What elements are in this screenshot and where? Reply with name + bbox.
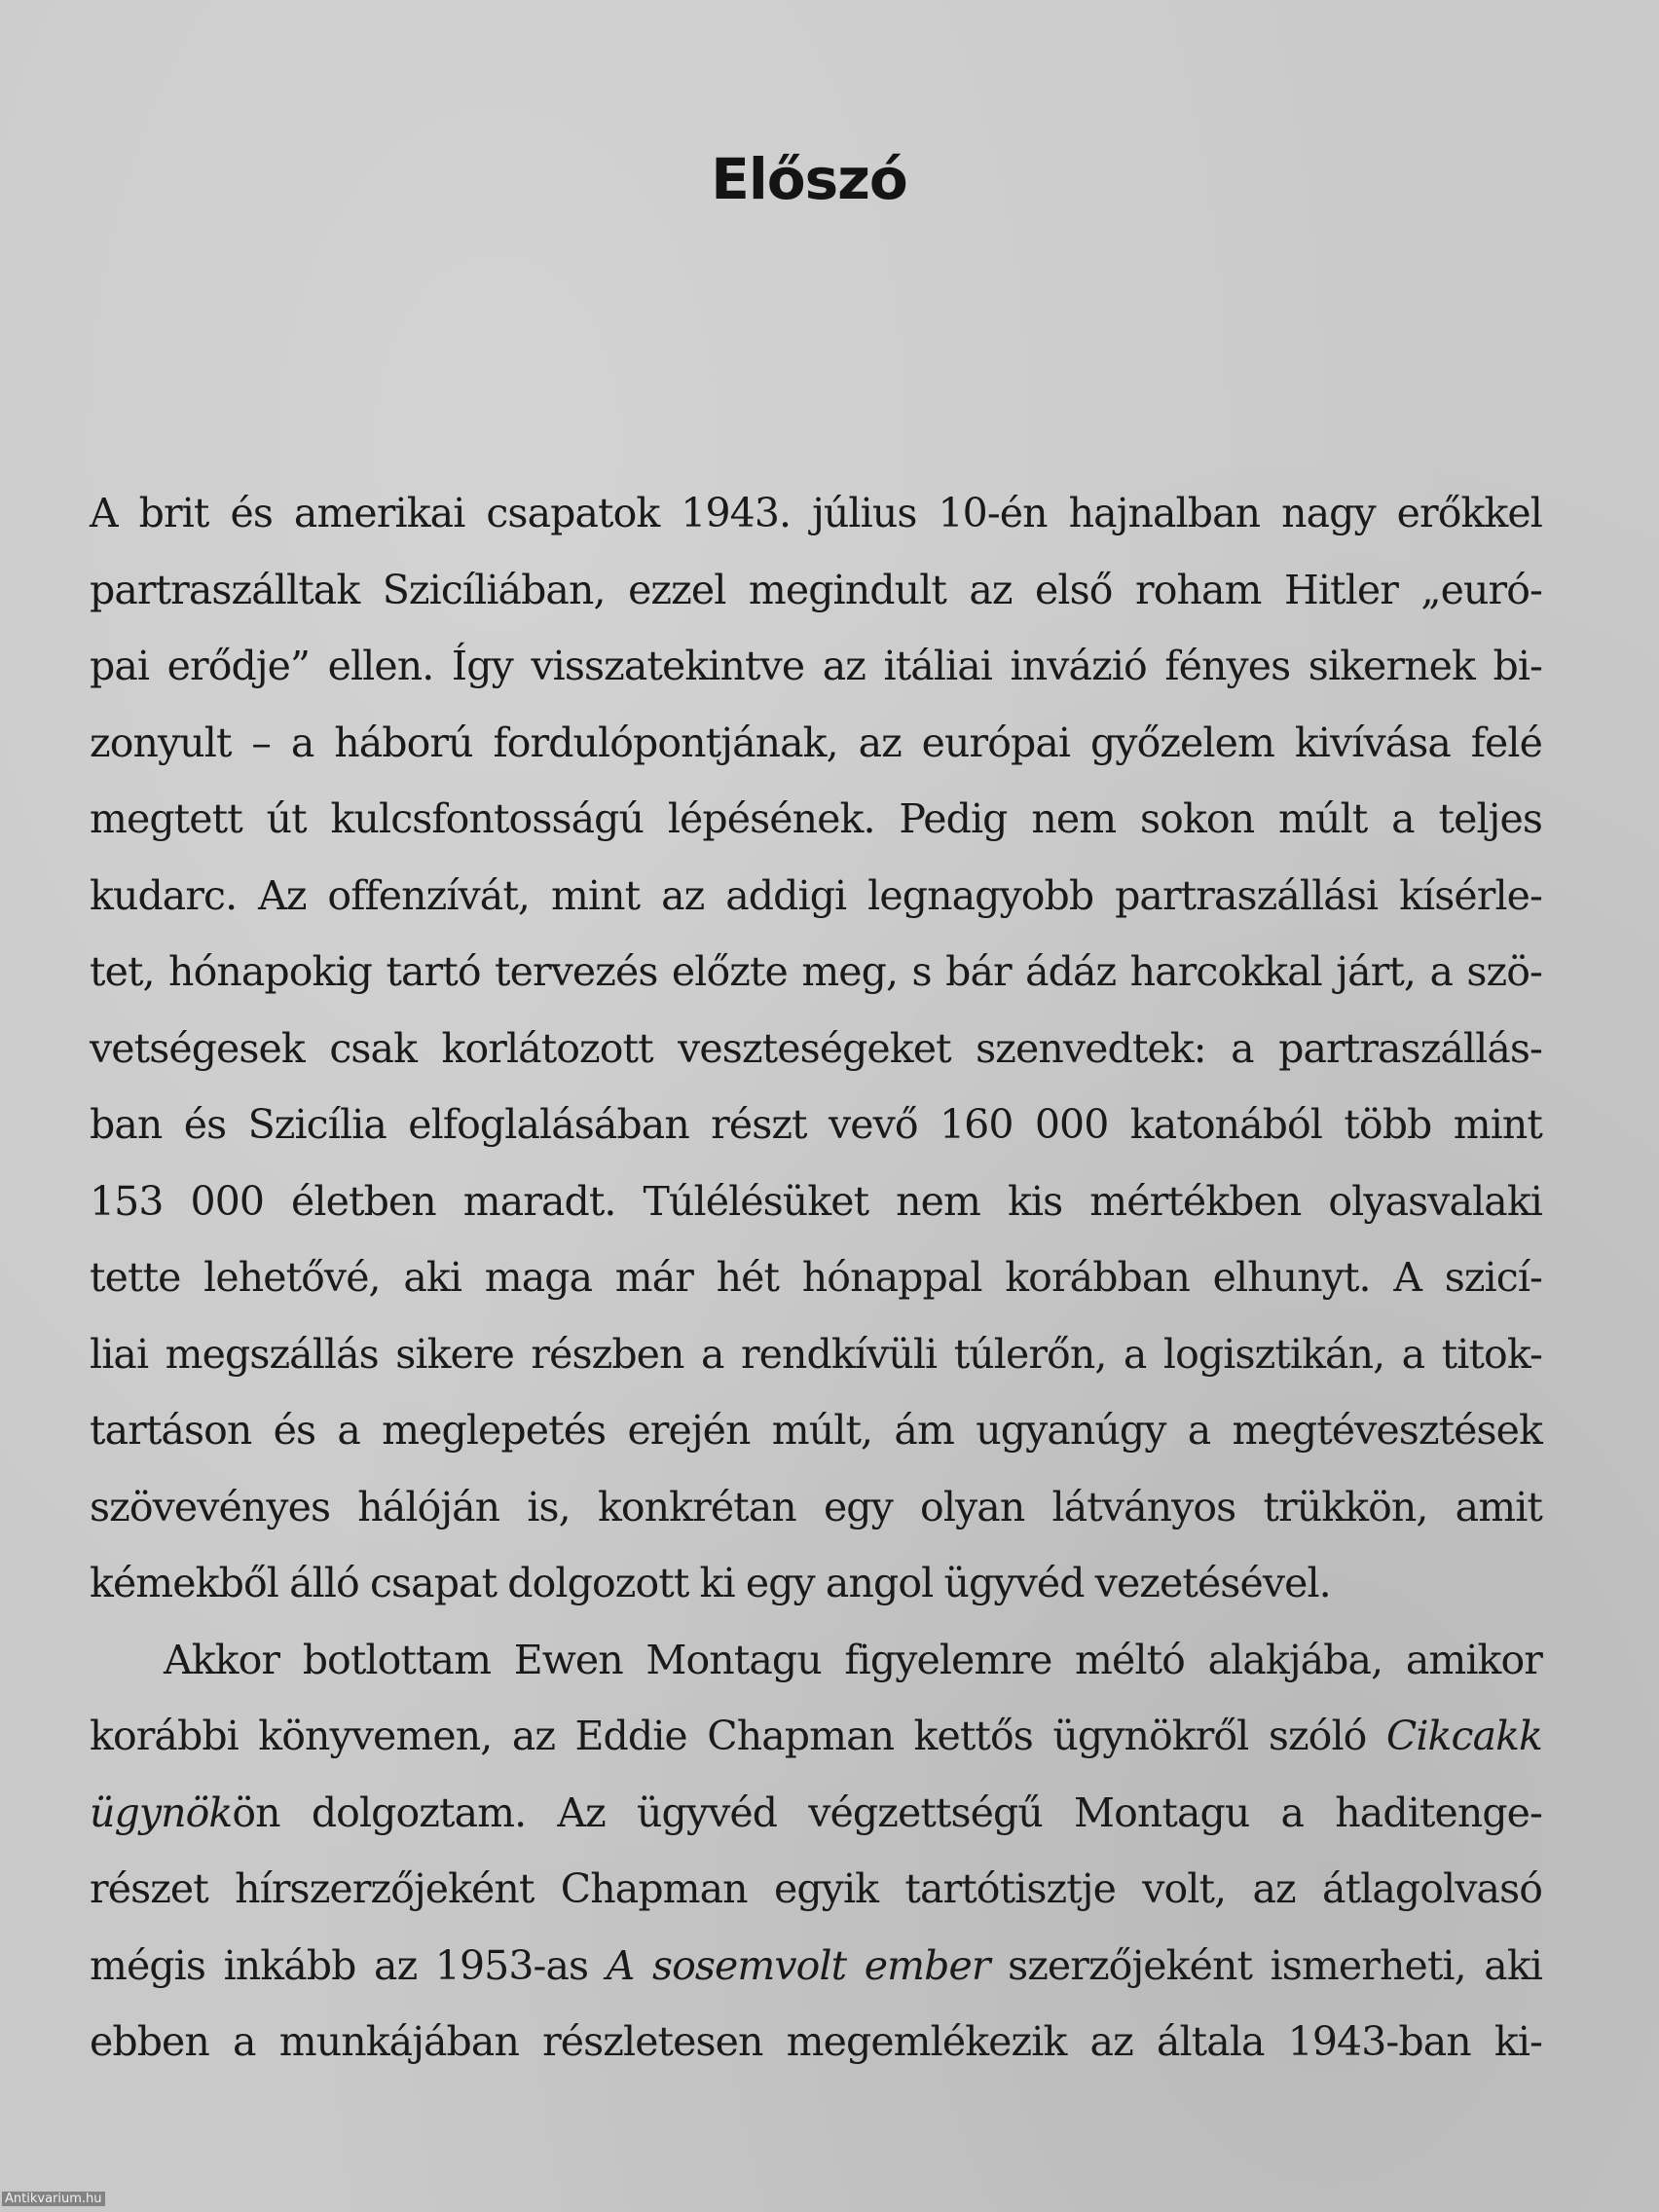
text-line: tet, hónapokig tartó tervezés előzte meg, s bár ádáz harcokkal járt, a szö-	[90, 948, 1542, 995]
text-line: kudarc. Az offenzívát, mint az addigi legnagyobb partraszállási kísérle-	[90, 871, 1542, 919]
paragraph-1	[90, 475, 1542, 1622]
body-text	[90, 475, 1542, 2081]
watermark: Antikvarium.hu	[2, 2192, 105, 2206]
text-line: megtett út kulcsfontosságú lépésének. Pedig nem sokon múlt a teljes	[90, 795, 1542, 842]
text-line: tartáson és a meglepetés erején múlt, ám ugyanúgy a megtévesztések	[90, 1407, 1542, 1454]
text-line: szövevényes hálóján is, konkrétan egy olyan látványos trükkön, amit	[90, 1483, 1542, 1530]
text-segment: szerzőjeként ismerheti, aki	[989, 1941, 1542, 1989]
text-line: 153 000 életben maradt. Túlélésüket nem kis mértékben olyasvalaki	[90, 1177, 1542, 1225]
text-segment: korábbi könyvemen, az Eddie Chapman kettős ügynökről szóló	[90, 1713, 1386, 1759]
text-line: liai megszállás sikere részben a rendkívüli túlerőn, a logisztikán, a titok-	[90, 1330, 1542, 1378]
text-line	[90, 1698, 1542, 1775]
text-line: Akkor botlottam Ewen Montagu figyelemre méltó alakjába, amikor	[164, 1636, 1542, 1683]
text-line	[90, 1928, 1542, 2005]
book-title-italic: A sosemvolt ember	[606, 1941, 990, 1989]
text-line: zonyult – a háború fordulópontjának, az európai győzelem kivívása felé	[90, 719, 1542, 766]
text-line	[90, 1775, 1542, 1852]
text-line: ban és Szicília elfoglalásában részt vevő 160 000 katonából több mint	[90, 1101, 1542, 1148]
paragraph-2	[90, 1622, 1542, 2081]
text-line: tette lehetővé, aki maga már hét hónappal korábban elhunyt. A szicí-	[90, 1254, 1542, 1301]
chapter-title: Előszó	[711, 146, 907, 212]
text-line: pai erődje” ellen. Így visszatekintve az itáliai invázió fényes sikernek bi-	[90, 643, 1542, 689]
book-title-italic: ügynök	[90, 1788, 233, 1836]
text-segment: ön dolgoztam. Az ügyvéd végzettségű Montagu a haditenge-	[232, 1788, 1542, 1836]
book-title-italic: Cikcakk	[1385, 1713, 1542, 1759]
text-line: ebben a munkájában részletesen megemlékezik az általa 1943-ban ki-	[90, 2018, 1542, 2065]
text-line: részet hírszerzőjeként Chapman egyik tartótisztje volt, az átlagolvasó	[90, 1865, 1542, 1912]
text-line: A brit és amerikai csapatok 1943. július 10-én hajnalban nagy erőkkel	[90, 490, 1542, 536]
show-through-text	[68, 19, 1548, 428]
text-line: vetségesek csak korlátozott veszteségeket szenvedtek: a partraszállás-	[90, 1024, 1542, 1072]
text-line: kémekből álló csapat dolgozott ki egy angol ügyvéd vezetésével.	[90, 1560, 1331, 1606]
text-line: partraszálltak Szicíliában, ezzel megindult az első roham Hitler „euró-	[90, 566, 1542, 613]
text-segment: mégis inkább az 1953-as	[90, 1941, 607, 1989]
